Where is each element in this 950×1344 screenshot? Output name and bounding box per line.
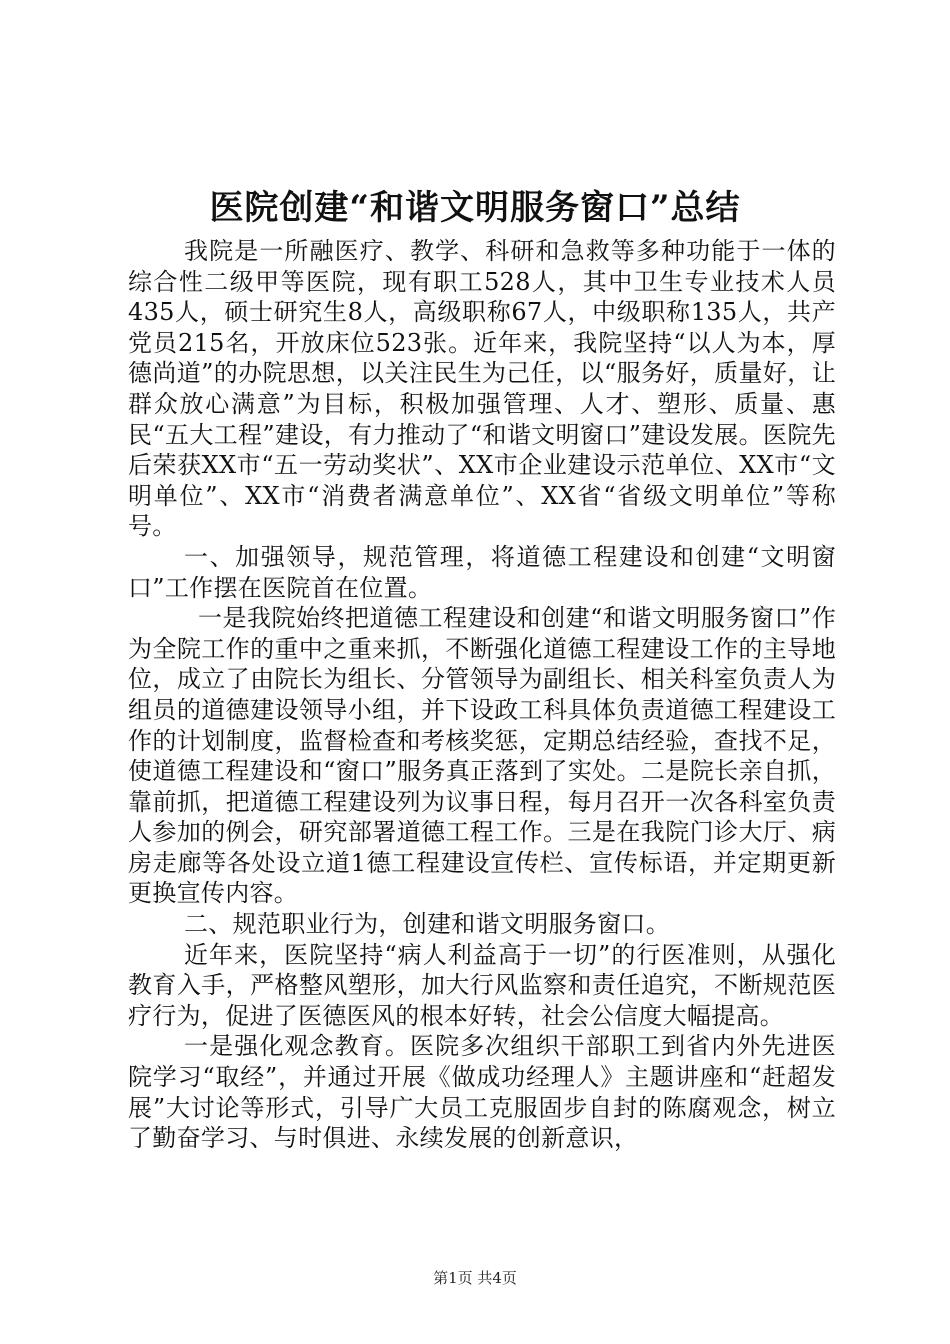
- section-2-intro-paragraph: 近年来，医院坚持“病人利益高于一切”的行医准则，从强化教育入手，严格整风塑形，加大行风监察和责任追究，不断规范医疗行为，促进了医德医风的根本好转，社会公信度大幅提高。: [128, 940, 836, 1030]
- document-body: [128, 236, 836, 1154]
- section-heading-2: 二、规范职业行为，创建和谐文明服务窗口。: [184, 910, 670, 939]
- section-1-paragraph: 一是我院始终把道德工程建设和创建“和谐文明服务窗口”作为全院工作的重中之重来抓，不断强化道德工程建设工作的主导地位，成立了由院长为组长、分管领导为副组长、相关科室负责人为组员的道德建设领导小组，并下设政工科具体负责道德工程建设工作的计划制度，监督检查和考核奖惩，定期总结经验，查找不足，使道德工程建设和“窗口”服务真正落到了实处。二是院长亲自抓，靠前抓，把道德工程建设列为议事日程，每月召开一次各科室负责人参加的例会，研究部署道德工程工作。三是在我院门诊大厅、病房走廊等各处设立道1德工程建设宣传栏、宣传标语，并定期更新更换宣传内容。: [128, 604, 836, 908]
- page-footer: 第1页 共4页: [433, 1269, 517, 1287]
- document-title: 医院创建“和谐文明服务窗口”总结: [209, 188, 741, 228]
- section-2-point-1-paragraph: 一是强化观念教育。医院多次组织干部职工到省内外先进医院学习“取经”，并通过开展《做成功经理人》主题讲座和“赶超发展”大讨论等形式，引导广大员工克服固步自封的陈腐观念，树立了勤奋学习、与时俱进、永续发展的创新意识，: [128, 1032, 836, 1153]
- intro-paragraph: 我院是一所融医疗、教学、科研和急救等多种功能于一体的综合性二级甲等医院，现有职工528人，其中卫生专业技术人员435人，硕士研究生8人，高级职称67人，中级职称135人，共产党员215名，开放床位523张。近年来，我院坚持“以人为本，厚德尚道”的办院思想，以关注民生为己任，以“服务好，质量好，让群众放心满意”为目标，积极加强管理、人才、塑形、质量、惠民“五大工程”建设，有力推动了“和谐文明窗口”建设发展。医院先后荣获XX市“五一劳动奖状”、XX市企业建设示范单位、XX市“文明单位”、XX市“消费者满意单位”、XX省“省级文明单位”等称号。: [128, 237, 836, 541]
- section-heading-1: 一、加强领导，规范管理，将道德工程建设和创建“文明窗口”工作摆在医院首在位置。: [128, 542, 836, 602]
